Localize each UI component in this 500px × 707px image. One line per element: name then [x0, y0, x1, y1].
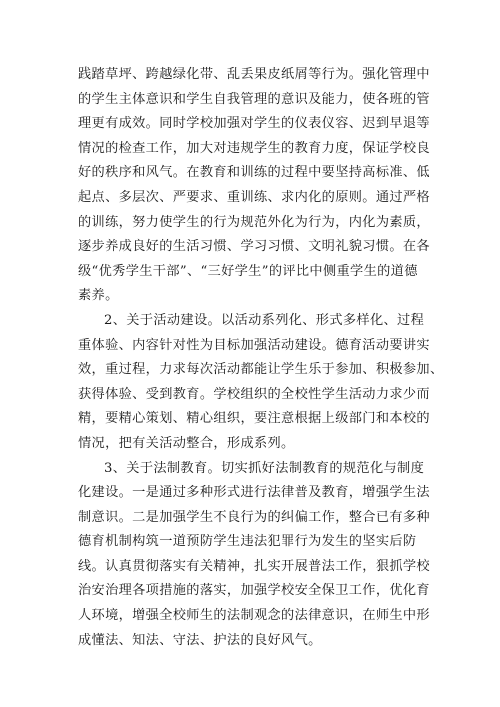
paragraph-activity-building [78, 309, 444, 457]
text-line: 理更有成效。同时学校加强对学生的仪表仪容、迟到早退等 [78, 116, 430, 132]
text-line: 德育机制构筑一道预防学生违法犯罪行为发生的坚实后防 [78, 534, 417, 550]
text-line: 重体验、内容针对性为目标加强活动建设。德育活动要讲实 [78, 337, 430, 353]
text-line: 人环境，增强全校师生的法制观念的法律意识，在师生中形 [78, 608, 430, 624]
text-line: 逐步养成良好的生活习惯、学习习惯、文明礼貌习惯。在各 [78, 239, 430, 255]
text-line: 效，重过程，力求每次活动都能让学生乐于参加、积极参加、 [78, 362, 444, 378]
text-line: 好的秩序和风气。在教育和训练的过程中要坚持高标准、低 [78, 165, 430, 181]
text-line-first: 2、关于活动建设。以活动系列化、形式多样化、过程 [104, 312, 425, 328]
text-line: 线。认真贯彻落实有关精神，扎实开展普法工作，狠抓学校 [78, 558, 430, 574]
text-line: 级“优秀学生干部”、“三好学生”的评比中侧重学生的道德 [78, 263, 418, 279]
text-line: 治安治理各项措施的落实，加强学校安全保卫工作，优化育 [78, 583, 430, 599]
paragraph-discipline [78, 63, 440, 309]
text-line: 素养。 [78, 288, 119, 304]
text-line: 制意识。二是加强学生不良行为的纠偏工作，整合已有多种 [78, 509, 430, 525]
paragraph-legal-education [78, 457, 440, 654]
text-line: 践踏草坪、跨越绿化带、乱丢果皮纸屑等行为。强化管理中 [78, 67, 430, 82]
text-line: 情况，把有关活动整合，形成系列。 [78, 435, 295, 451]
text-line: 的学生主体意识和学生自我管理的意识及能力，使各班的管 [78, 91, 430, 107]
text-line: 情况的检查工作，加大对违规学生的教育力度，保证学校良 [78, 140, 430, 156]
text-line-first: 3、关于法制教育。切实抓好法制教育的规范化与制度 [104, 460, 425, 476]
text-line: 的训练，努力使学生的行为规范外化为行为，内化为素质， [78, 214, 430, 230]
text-line: 获得体验、受到教育。学校组织的全校性学生活动力求少而 [78, 386, 430, 402]
document-body [78, 63, 444, 653]
text-line: 成懂法、知法、守法、护法的良好风气。 [78, 632, 322, 648]
text-line: 化建设。一是通过多种形式进行法律普及教育，增强学生法 [78, 485, 430, 501]
text-line: 起点、多层次、严要求、重训练、求内化的原则。通过严格 [78, 189, 430, 205]
text-line: 精，要精心策划、精心组织，要注意根据上级部门和本校的 [78, 411, 430, 427]
